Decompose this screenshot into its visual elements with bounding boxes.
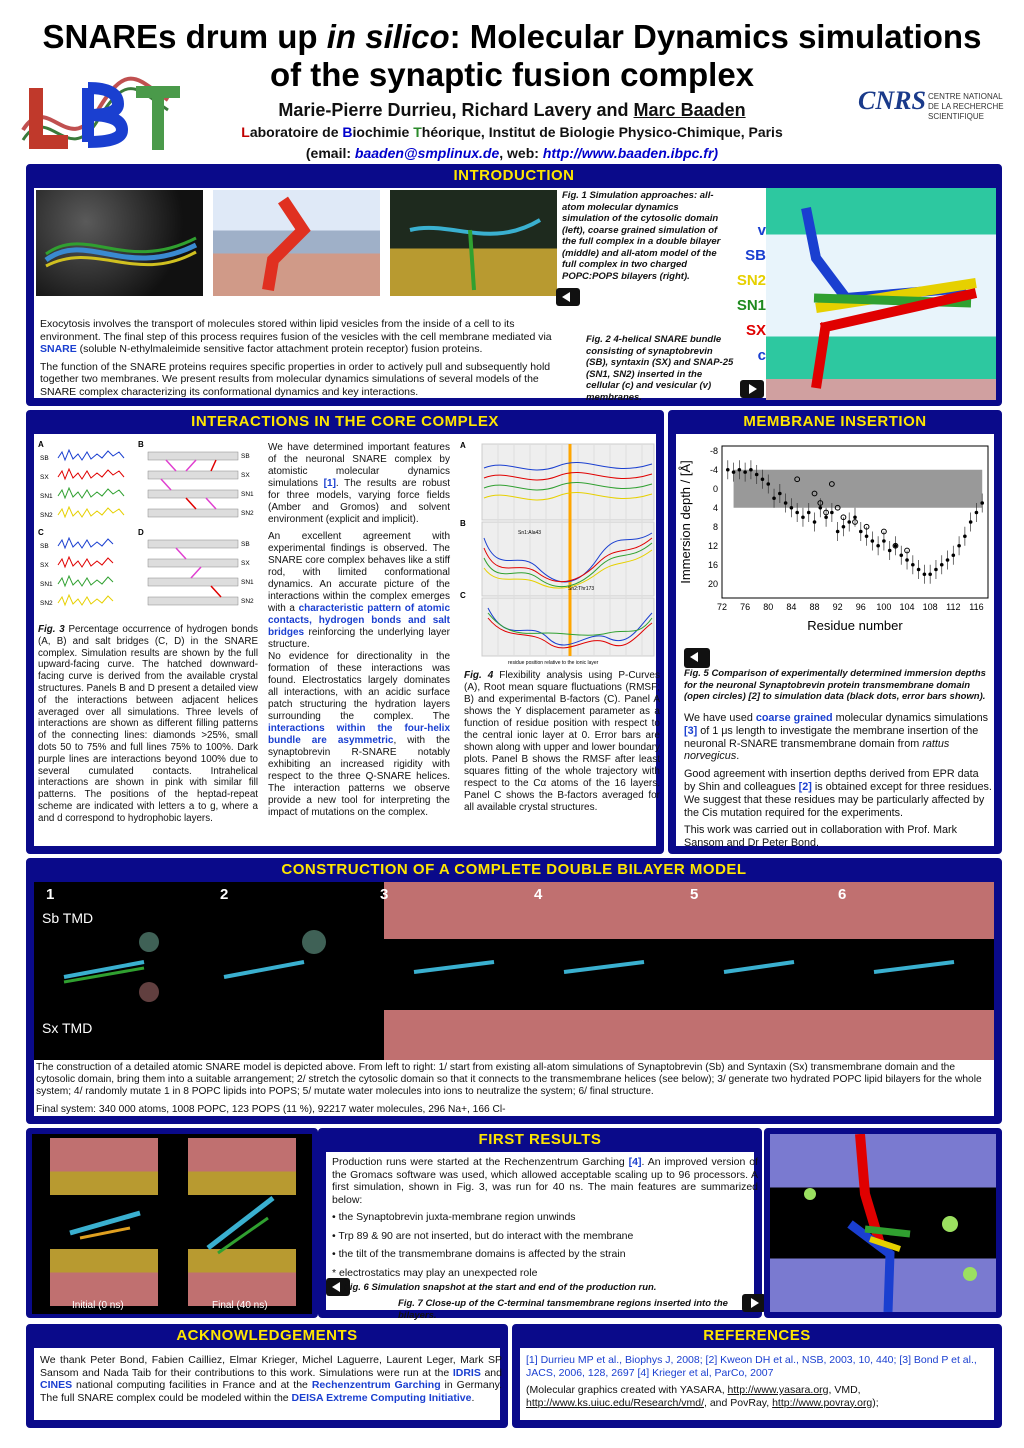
- simulation-point: [923, 572, 927, 576]
- y-tick-label: 4: [712, 502, 718, 513]
- svg-text:SN2: SN2: [241, 598, 254, 605]
- simulation-point: [917, 568, 921, 572]
- svg-text:SN1: SN1: [241, 579, 254, 586]
- introduction-text: Exocytosis involves the transport of molecules stored within lipid vesicles from the inside of a cell to its environment. The final step of this process requires fusion of the vesicles with the cell membrane mediated via SNARE (soluble N-ethylmaleimide sensitive factor attachment protein receptor) fusion proteins. The function of the SNARE proteins requires specific properties in order to actively pull and subsequently hold together two membranes. We present results from molecular dynamics simulations of several models of the SNARE complex characterizing its conformational dynamics and key interactions.: [40, 318, 552, 398]
- label-sn1: SN1: [736, 297, 766, 314]
- simulation-point: [940, 563, 944, 567]
- contact-line: (email: baaden@smplinux.de, web: http://www.baaden.ibpc.fr): [305, 145, 719, 161]
- simulation-point: [778, 492, 782, 496]
- simulation-point: [842, 525, 846, 529]
- simulation-point: [888, 549, 892, 553]
- authors: Marie-Pierre Durrieu, Richard Lavery and Marc Baaden: [278, 100, 746, 120]
- y-tick-label: 12: [707, 540, 718, 551]
- y-tick-label: 0: [712, 483, 718, 494]
- label-v: v: [757, 222, 766, 239]
- simulation-point: [784, 501, 788, 505]
- membrane-band: [734, 470, 983, 508]
- simulation-point: [738, 468, 742, 472]
- simulation-point: [790, 506, 794, 510]
- yasara-link[interactable]: http://www.yasara.org: [727, 1384, 829, 1396]
- x-tick-label: 84: [786, 602, 797, 612]
- chart-xlabel: Residue number: [807, 618, 903, 633]
- first-results-panel: [318, 1128, 762, 1321]
- x-tick-label: 108: [922, 602, 938, 612]
- label-sx: SX: [745, 322, 766, 339]
- lab-affiliation: Laboratoire de Biochimie Théorique, Institut de Biologie Physico-Chimique, Paris: [241, 124, 783, 140]
- simulation-point: [732, 470, 736, 474]
- svg-text:Sn1:Ala43: Sn1:Ala43: [518, 530, 542, 536]
- vmd-link[interactable]: http://www.ks.uiuc.edu/Research/vmd/: [526, 1396, 704, 1409]
- y-tick-label: -4: [709, 464, 718, 475]
- core-text: We have determined important features of the neuronal SNARE complex by atomistic molecular dynamics simulations [1]. The results are robust for three models, varying force fields (Amber and Gromos) and solvent environment (explicit and implicit). An excellent agreement with experimental findings is observed. The SNARE core complex behaves like a stiff rod, with limited conformational dynamics. An accurate picture of the interactions within the complex emerges with a characteristic pattern of atomic contacts, hydrogen bonds and salt bridges reinforcing the underlying layer structure. No evidence for directionality in the formation of these interactions was found. Electrostatics largely dominates all interactions, with an acidic surface patch structuring the hydration layers surrounding the complex. The interactions within the four-helix bundle are asymmetric, with the synaptobrevin R-SNARE notably exhibiting an increased rigidity with respect to the three Q-SNARE helices. The interaction patterns we observe provide a new tool for interpreting the impact of mutations on the complex.: [268, 442, 451, 818]
- x-tick-label: 76: [740, 602, 751, 612]
- closeup-image: [770, 1134, 996, 1312]
- fig3-caption: Fig. 3 Percentage occurrence of hydrogen bonds (A, B) and salt bridges (C, D) in the SNARE complex. Simulation results are shown by the full upward-facing curve. The hatched downward-facing curve is derived from the available crystal structures. Panels B and D present a detailed view of the interactions between adjacent helices averaged over all simulations. Three levels of interactions are shown as different filling patterns of the connecting lines: diamonds >25%, small dots 50 to 75% and full lines 75% to 100%. Dark purple lines are interactions beyond 100% due to several cumulated contacts. Intrahelical interactions are shown in pink with similar fill patterns. The positions of the heptad-repeat scheme are indicated with letters a to g, where a and d correspond to hydrophobic layers.: [38, 624, 258, 824]
- simulation-point: [969, 520, 973, 524]
- references-heading: REFERENCES: [703, 1327, 811, 1344]
- simulation-point: [963, 534, 967, 538]
- y-tick-label: 8: [712, 521, 718, 532]
- membrane-panel: [668, 410, 1002, 854]
- label-sb: SB: [745, 247, 766, 264]
- fig1-full-complex-image: [390, 190, 557, 296]
- simulation-point: [772, 496, 776, 500]
- svg-text:SX: SX: [40, 562, 49, 569]
- svg-text:C: C: [460, 591, 466, 600]
- y-tick-label: 16: [707, 559, 718, 570]
- references-text: [1] Durrieu MP et al., Biophys J, 2008; [2] Kweon DH et al., NSB, 2003, 10, 440; [3] Bond P et al., JACS, 2006, 128, 2697 [4] Krieger et al, ParCo, 2007 (Molecular graphics created with YASARA, http://www.yasara.org, VMD, http://www.ks.uiuc.edu/Research/vmd/, and PovRay, http://www.povray.org);: [526, 1354, 996, 1414]
- sb-tmd-label: Sb TMD: [42, 910, 94, 926]
- svg-text:SN2: SN2: [241, 510, 254, 517]
- fig2-caption: Fig. 2 4-helical SNARE bundle consisting of synaptobrevin (SB), syntaxin (SX) and SNAP-25 (SN1, SN2) inserted in the cellular (c) and vesicular (v) membranes.: [586, 334, 734, 403]
- svg-text:SN1: SN1: [40, 493, 53, 500]
- result-bullet: • the tilt of the transmembrane domains is affected by the strain: [332, 1248, 626, 1260]
- simulation-point: [876, 544, 880, 548]
- simulation-point: [928, 572, 932, 576]
- panel-b-letter: B: [138, 440, 144, 449]
- svg-text:SN1: SN1: [241, 491, 254, 498]
- simulation-point: [807, 511, 811, 515]
- step-2-label: 2: [220, 886, 229, 903]
- panel-c-letter: C: [38, 528, 44, 537]
- fig7-caption: Fig. 7 Close-up of the C-terminal tansmembrane regions inserted into the bilayers.: [398, 1298, 728, 1321]
- core-heading: INTERACTIONS IN THE CORE COMPLEX: [191, 413, 499, 430]
- simulation-point: [911, 563, 915, 567]
- svg-text:SN1: SN1: [40, 581, 53, 588]
- web-link[interactable]: http://www.baaden.ibpc.fr): [542, 145, 719, 161]
- povray-link[interactable]: http://www.povray.org: [772, 1396, 873, 1409]
- email-link[interactable]: baaden@smplinux.de: [354, 145, 500, 161]
- fig1-caption: Fig. 1 Simulation approaches: all-atom molecular dynamics simulation of the cytosolic domain (left), coarse grained simulation of the full complex in a double bilayer (middle) and all-atom model of the full complex in two charged POPC:POPS bilayers (right).: [562, 190, 721, 282]
- simulation-point: [766, 482, 770, 486]
- simulation-point: [975, 511, 979, 515]
- simulation-point: [957, 544, 961, 548]
- arrow-left-icon: [684, 648, 710, 668]
- initial-label: Initial (0 ns): [72, 1300, 124, 1311]
- simulation-point: [980, 501, 984, 505]
- immersion-depth-chart: [678, 438, 996, 634]
- simulation-point: [882, 539, 886, 543]
- svg-text:SB: SB: [241, 453, 250, 460]
- ack-text: We thank Peter Bond, Fabien Cailliez, Elmar Krieger, Michel Laguerre, Laurent Leger, Mark SP Sansom and Nada Taib for their contributions to this work. Simulations were run at the IDRIS and CINES national computing facilities in France and at the Rechenzentrum Garching in Germany. The full SNARE complex could be modeled within the DEISA Extreme Computing Initiative.: [40, 1354, 502, 1404]
- construction-steps-strip: [34, 882, 994, 1060]
- panel-d-letter: D: [138, 528, 144, 537]
- svg-text:SX: SX: [241, 560, 250, 567]
- introduction-panel: [26, 164, 1002, 406]
- first-results-text: Production runs were started at the Rechenzentrum Garching [4]. An improved version of the Gromacs software was used, which allowed acceptable scaling up to 96 processors. A first simulation, shown in Fig. 3, was run for 40 ns. The main features are summarized below: • the Synaptobrevin juxta-membrane region unwinds • Trp 89 & 90 are not inserted, but do interact with the membrane • the tilt of the transmembrane domains is affected by the strain * electrostatics may play an unexpected role: [332, 1156, 758, 1279]
- fig4-flexibility-chart: [458, 438, 662, 666]
- panel-a-letter: A: [38, 440, 44, 449]
- simulation-point: [847, 520, 851, 524]
- simulation-point: [836, 530, 840, 534]
- result-bullet: * electrostatics may play an unexpected role: [332, 1266, 538, 1279]
- svg-text:SB: SB: [40, 455, 49, 462]
- fig6-caption: Fig. 6 Simulation snapshot at the start and end of the production run.: [344, 1282, 657, 1293]
- fig1-coarse-grained-image: [213, 190, 380, 296]
- snapshot-images: [32, 1134, 312, 1314]
- final-label: Final (40 ns): [212, 1300, 268, 1311]
- references-panel: [512, 1324, 1002, 1428]
- step-1-label: 1: [46, 886, 55, 903]
- membrane-text: We have used coarse grained molecular dynamics simulations [3] of 1 μs length to investigate the membrane insertion of the neuronal R-SNARE transmembrane domain from rattus norvegicus. Good agreement with insertion depths derived from EPR data by Shin and colleagues [2] is obtained except for three residues. We suggest that these residues may be particularly affected by the Cis mutation required for the experiments. This work was carried out in collaboration with Prof. Mark Sansom and Dr Peter Bond.: [684, 712, 992, 850]
- result-bullet: • the Synaptobrevin juxta-membrane region unwinds: [332, 1211, 576, 1223]
- step-5-label: 5: [690, 886, 699, 903]
- x-tick-label: 100: [876, 602, 892, 612]
- x-tick-label: 72: [716, 602, 728, 612]
- initial-snapshot-image: [50, 1138, 158, 1306]
- simulation-point: [801, 515, 805, 519]
- x-tick-label: 104: [899, 602, 915, 612]
- arrow-right-icon: [740, 380, 764, 398]
- step-3-label: 3: [380, 886, 389, 903]
- step-4-label: 4: [534, 886, 543, 903]
- svg-text:SN2: SN2: [40, 512, 53, 519]
- x-tick-label: 88: [809, 602, 820, 612]
- membrane-heading: MEMBRANE INSERTION: [743, 413, 927, 430]
- svg-text:SB: SB: [40, 543, 49, 550]
- x-tick-label: 116: [969, 602, 984, 612]
- simulation-point: [795, 511, 799, 515]
- svg-text:SN2: SN2: [40, 600, 53, 607]
- cnrs-logo: CNRS CENTRE NATIONAL DE LA RECHERCHE SCIENTIFIQUE: [858, 86, 1004, 121]
- simulation-point: [830, 511, 834, 515]
- simulation-point: [755, 473, 759, 477]
- label-sn2: SN2: [736, 272, 766, 289]
- simulation-point: [853, 515, 857, 519]
- first-results-heading: FIRST RESULTS: [478, 1131, 602, 1148]
- simulation-point: [824, 515, 828, 519]
- chart-ylabel: Immersion depth / [Å]: [678, 460, 693, 584]
- step-6-label: 6: [838, 886, 847, 903]
- simulation-point: [813, 520, 817, 524]
- x-tick-label: 96: [855, 602, 866, 612]
- simulation-point: [934, 568, 938, 572]
- label-c: c: [757, 347, 766, 364]
- simulation-point: [859, 530, 863, 534]
- acknowledgements-panel: [26, 1324, 508, 1428]
- simulation-point: [749, 468, 753, 472]
- svg-text:SX: SX: [241, 472, 250, 479]
- simulation-point: [905, 558, 909, 562]
- x-tick-label: 92: [832, 602, 843, 612]
- simulation-point: [743, 470, 747, 474]
- simulation-point: [726, 468, 730, 472]
- simulation-point: [952, 553, 956, 557]
- introduction-heading: INTRODUCTION: [453, 167, 575, 184]
- y-tick-label: -8: [709, 445, 718, 456]
- result-bullet: • Trp 89 & 90 are not inserted, but do interact with the membrane: [332, 1229, 634, 1242]
- fig3-panels: [36, 438, 258, 618]
- closeup-panel: [764, 1128, 1002, 1318]
- sx-tmd-label: Sx TMD: [42, 1020, 93, 1036]
- svg-text:B: B: [460, 519, 466, 528]
- simulation-point: [871, 539, 875, 543]
- simulation-point: [946, 558, 950, 562]
- construction-panel: [26, 858, 1002, 1124]
- fig4-xaxis-label: residue position relative to the ionic layer: [508, 660, 599, 666]
- fig1-allatom-image: [36, 190, 203, 296]
- simulation-point: [865, 534, 869, 538]
- poster-title: SNAREs drum up in silico: Molecular Dynamics simulations of the synaptic fusion complex: [42, 18, 982, 93]
- ack-heading: ACKNOWLEDGEMENTS: [176, 1327, 358, 1344]
- author-link[interactable]: Marc Baaden: [633, 100, 746, 120]
- svg-text:Sn2:Thr173: Sn2:Thr173: [568, 586, 595, 592]
- final-snapshot-image: [188, 1138, 296, 1306]
- fig4-caption: Fig. 4 Flexibility analysis using P-Curves (A), Root mean square fluctuations (RMSF; B) and experimental B-factors (C). Panel A shows the Y displacement parameter as a function of residue position with respect to the central ionic layer at 0. Error bars are shown along with upper and lower boundary plots. Panel B shows the RMSF after least squares fitting of the whole trajectory with respect to the Cα atoms of the 16 layers. Panel C shows the B-factors averaged for all available crystal structures.: [464, 670, 660, 813]
- construction-text: The construction of a detailed atomic SNARE model is depicted above. From left to right: 1/ start from existing all-atom simulations of Synaptobrevin (Sb) and Syntaxin (Sx) transmembrane domain and the cytosolic domain, bring them into a suitable arrangement; 2/ stretch the cytosolic domain so that it connects to the transmembrane helices (see below); 3/ generate two hydrated POPC lipid bilayers for the whole system; 4/ randomly mutate 1 in 8 POPC lipids into POPS; 5/ mutate water molecules into ions to neutralize the system; 6/ final structure. Final system: 340 000 atoms, 1008 POPC, 123 POPS (11 %), 92217 water molecules, 296 Na+, 166 Cl-: [36, 1062, 982, 1115]
- simulation-point: [899, 553, 903, 557]
- construction-heading: CONSTRUCTION OF A COMPLETE DOUBLE BILAYER MODEL: [281, 861, 747, 878]
- fig5-caption: Fig. 5 Comparison of experimentally determined immersion depths for the neuronal Synaptobrevin protein transmembrane domain (open circles) [2] to simulation data (black dots, error bars shown).: [684, 668, 986, 702]
- arrow-right-icon: [742, 1294, 766, 1312]
- simulation-point: [819, 506, 823, 510]
- simulation-point: [761, 477, 765, 481]
- fig2-snare-bundle-image: [766, 188, 996, 400]
- core-complex-panel: [26, 410, 664, 854]
- arrow-left-icon: [556, 288, 580, 306]
- reference-list: [1] Durrieu MP et al., Biophys J, 2008; [2] Kweon DH et al., NSB, 2003, 10, 440; [3] Bond P et al., JACS, 2006, 128, 2697 [4] Krieger et al, ParCo, 2007: [526, 1354, 977, 1379]
- x-tick-label: 80: [763, 602, 774, 612]
- simulation-point: [894, 544, 898, 548]
- svg-text:SB: SB: [241, 541, 250, 548]
- svg-text:SX: SX: [40, 474, 49, 481]
- snapshot-panel: [26, 1128, 318, 1318]
- x-tick-label: 112: [946, 602, 961, 612]
- svg-text:A: A: [460, 441, 466, 450]
- y-tick-label: 20: [707, 578, 718, 589]
